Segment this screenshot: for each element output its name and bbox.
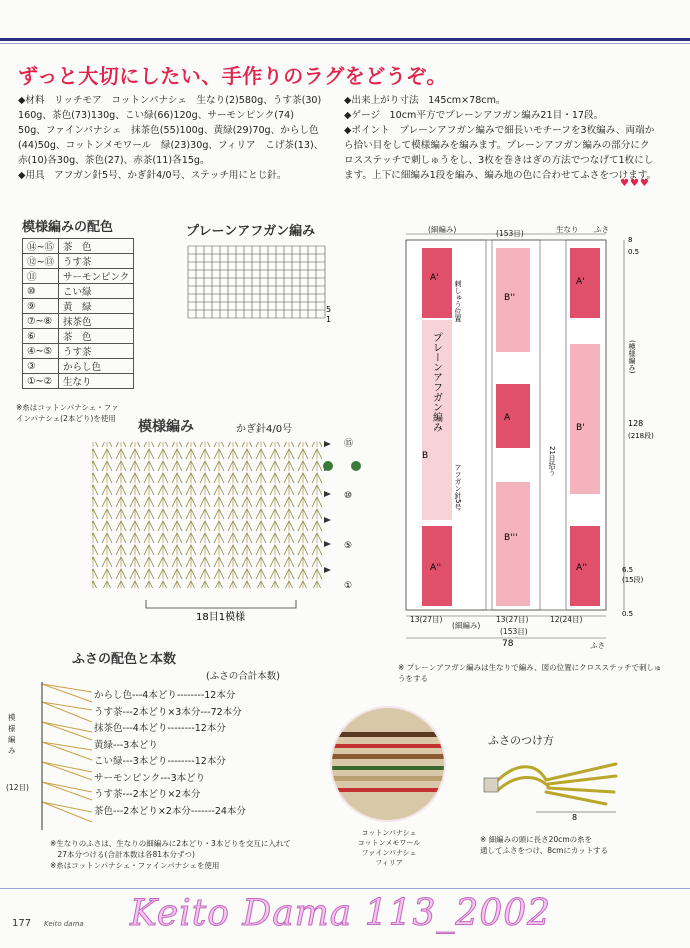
row-range: ⑥ xyxy=(23,329,59,344)
tassel-row xyxy=(94,754,246,771)
tassel-color: 茶色 xyxy=(94,805,114,817)
row-range: ⑫~⑬ xyxy=(23,254,59,269)
tassel-row xyxy=(94,804,246,821)
color-table-title: 模様編みの配色 xyxy=(22,220,114,235)
row-color: 茶 色 xyxy=(58,239,133,254)
point-line: ロスステッチで刺しゅうをし、3枚を巻きはぎの方法でつなげて1枚にし xyxy=(344,155,654,166)
footer-rule xyxy=(0,888,690,889)
tassel-color: うす茶 xyxy=(94,789,123,800)
dim-bottom: 6.5 xyxy=(622,566,634,574)
row-color: うす茶 xyxy=(58,344,133,359)
needle-label: アフガン針5号 xyxy=(454,464,462,511)
tassel-dim: 8 xyxy=(572,813,578,822)
center-label: プレーンアフガン編み xyxy=(430,332,442,432)
table-row xyxy=(23,269,134,284)
dim-bottom-rows: (15段) xyxy=(622,576,644,584)
pickup-label: 21目拾う xyxy=(548,446,556,476)
row-label: ⑮ xyxy=(344,439,354,449)
dim-height: 128 xyxy=(628,419,644,428)
materials-line: ◆材料 リッチモア コットンパナシェ 生なり(2)580g、うす茶(30) xyxy=(18,95,322,106)
tassel-side-label: 模様編み xyxy=(8,713,16,755)
dim-bottom-b: 0.5 xyxy=(622,610,634,618)
tassel-count: ---3本どり--------12本分 xyxy=(122,756,226,767)
hearts-ornament: ♥♥♥ xyxy=(620,178,650,189)
tassel-count: ---2本どり×3本分---72本分 xyxy=(122,706,242,718)
tassel-side-count: (12目) xyxy=(6,783,29,792)
row-color: 抹茶色 xyxy=(58,314,133,329)
row-color: うす茶 xyxy=(58,254,133,269)
diagram-bottom-label: 12(24目) xyxy=(550,615,583,624)
caption-line: コットンパナシェ xyxy=(361,829,417,837)
dim-rows: (218段) xyxy=(628,432,654,440)
color-table-note: ※糸はコットンパナシェ・ファインパナシェ(2本どり)を使用 xyxy=(16,403,119,423)
materials-line: 赤(10)各30g、茶色(27)、赤茶(11)各15g。 xyxy=(18,155,210,166)
diagram-top-label: (細編み) xyxy=(428,225,457,234)
row-range: ④~⑤ xyxy=(23,344,59,359)
row-color: からし色 xyxy=(58,359,133,374)
table-row xyxy=(23,254,134,269)
table-row xyxy=(23,344,134,359)
panel-label: A' xyxy=(576,277,585,287)
row-label: 5 xyxy=(326,305,332,314)
repeat-label: 18目1模様 xyxy=(196,612,246,622)
row-label: 1 xyxy=(326,315,332,324)
materials-line: 50g、ファインパナシェ 抹茶色(55)100g、黄緑(29)70g、からし色 xyxy=(18,125,319,136)
panel-label: B' xyxy=(576,423,585,433)
table-row xyxy=(23,329,134,344)
pattern-title: 模様編み xyxy=(138,419,194,435)
table-row xyxy=(23,284,134,299)
materials-column xyxy=(18,93,338,183)
tassel-how-illustration xyxy=(476,752,626,822)
panel-label: A'' xyxy=(576,563,588,573)
pattern-hook: かぎ針4/0号 xyxy=(236,424,293,435)
note-line: 通してふさをつけ、8cmにカットする xyxy=(480,846,609,855)
size-line: ◆出来上がり寸法 145cm×78cm。 xyxy=(344,95,506,106)
tassel-color: 黄緑 xyxy=(94,739,114,751)
tassel-row xyxy=(94,705,246,722)
point-line: ます。上下に細編み1段を編み、編み地の色に合わせてふさをつけます。 xyxy=(344,170,657,181)
tassel-row xyxy=(94,721,246,738)
watermark-text: Keito Dama 113_2002 xyxy=(130,893,552,934)
panel-label: B'' xyxy=(504,293,516,303)
page-title: ずっと大切にしたい、手作りのラグをどうぞ。 xyxy=(18,64,447,88)
panel-label: B''' xyxy=(504,533,518,543)
tassel-row xyxy=(94,688,246,705)
tools-line: ◆用具 アフガン針5号、かぎ針4/0号、ステッチ用にとじ針。 xyxy=(18,170,287,181)
point-line: ◆ポイント プレーンアフガン編みで細長いモチーフを3枚編み、両端か xyxy=(344,125,655,136)
tassel-count: ---2本どり×2本分-------24本分 xyxy=(113,805,246,817)
row-label: ⑩ xyxy=(344,491,353,501)
table-row xyxy=(23,314,134,329)
row-range: ⑦~⑧ xyxy=(23,314,59,329)
row-color: サーモンピンク xyxy=(58,269,133,284)
panel-label: A' xyxy=(430,273,439,283)
tassel-how-note xyxy=(480,834,680,856)
row-color: 黄 緑 xyxy=(58,299,133,314)
table-row xyxy=(23,374,134,389)
dim-pattern: (模様編み) xyxy=(628,340,636,374)
tassel-count: ---4本どり--------12本分 xyxy=(132,690,236,701)
row-range: ③ xyxy=(23,359,59,374)
brand-name: Keito dama xyxy=(44,920,84,928)
caption-line: ファインパナシェ xyxy=(361,849,417,857)
tassel-subtitle: (ふさの合計本数) xyxy=(206,671,280,682)
diagram-bottom-label: ふさ xyxy=(590,641,605,650)
tassel-count: ---4本どり--------12本分 xyxy=(122,723,226,734)
diagram-bottom-label: 13(27目) xyxy=(410,615,443,624)
diagram-bottom-label: 13(27目) xyxy=(496,615,529,624)
points-column xyxy=(344,93,680,183)
page-number: 177 xyxy=(12,918,32,929)
tassel-row xyxy=(94,787,246,804)
tassel-row xyxy=(94,771,246,788)
diagram-bottom-label: (細編み) xyxy=(452,621,481,630)
note-line: ※糸はコットンパナシェ・ファインパナシェを使用 xyxy=(50,861,220,870)
diagram-note: ※ プレーンアフガン編みは生なりで編み、図の位置にクロスステッチで刺しゅうをする xyxy=(398,663,662,683)
row-range: ⑩ xyxy=(23,284,59,299)
swatch-caption xyxy=(352,828,426,868)
tassel-row xyxy=(94,738,246,755)
materials-line: (44)50g、コットンメモワール 緑(23)30g、フィリア こげ茶(13)、 xyxy=(18,140,324,151)
tassel-notes xyxy=(50,838,340,871)
color-table xyxy=(22,238,134,389)
row-label: ⑤ xyxy=(344,541,353,551)
header-rule-thin xyxy=(0,43,690,44)
note-line: ※ 細編みの頭に長さ20cmの糸を xyxy=(480,835,593,844)
row-color: こい緑 xyxy=(58,284,133,299)
note-line: 27本分つける(合計本数は各81本分ずつ) xyxy=(50,850,195,859)
tassel-fan-diagram xyxy=(22,680,102,840)
yarn-swatch-photo xyxy=(328,704,448,824)
tassel-how-title: ふさのつけ方 xyxy=(488,734,554,747)
diagram-top-label: 生なり xyxy=(556,225,579,234)
pattern-chart xyxy=(86,436,366,622)
row-range: ⑪ xyxy=(23,269,59,284)
row-color: 生なり xyxy=(58,374,133,389)
table-row xyxy=(23,299,134,314)
header-rule xyxy=(0,38,690,41)
row-range: ⑨ xyxy=(23,299,59,314)
diagram-top-label: (153目) xyxy=(496,229,524,238)
tassel-count: ---2本どり×2本分 xyxy=(122,789,201,800)
panel-label: A xyxy=(504,413,511,423)
dim-top: 8 xyxy=(628,236,633,244)
panel-label: A'' xyxy=(430,563,442,573)
materials-line: 160g、茶色(73)130g、こい緑(66)120g、サーモンピンク(74) xyxy=(18,110,294,121)
dim-width: 78 xyxy=(502,639,514,646)
tassel-list xyxy=(94,688,246,820)
tassel-count: ---3本どり xyxy=(160,772,206,784)
caption-line: フィリア xyxy=(375,859,403,867)
tassel-title: ふさの配色と本数 xyxy=(72,652,177,667)
diagram-bottom-label: (153目) xyxy=(500,627,528,636)
table-row xyxy=(23,359,134,374)
tassel-color: サーモンピンク xyxy=(94,772,161,784)
tassel-color: うす茶 xyxy=(94,706,123,718)
plain-afghan-title: プレーンアフガン編み xyxy=(186,224,316,239)
row-label: ① xyxy=(344,581,353,591)
row-range: ⑭~⑮ xyxy=(23,239,59,254)
row-color: 茶 色 xyxy=(58,329,133,344)
tassel-color: からし色 xyxy=(94,690,133,701)
embroidery-label: 刺しゅう位置 xyxy=(454,280,462,322)
caption-line: コットンメモワール xyxy=(357,839,421,847)
table-row xyxy=(23,239,134,254)
note-line: ※生なりのふさは、生なりの細編みに2本どり・3本どりを交互に入れて xyxy=(50,839,291,848)
gauge-line: ◆ゲージ 10cm平方でプレーンアフガン編み21目・17段。 xyxy=(344,110,604,121)
row-range: ①~② xyxy=(23,374,59,389)
point-line: ら拾い目をして模様編みを編みます。プレーンアフガン編みの部分にク xyxy=(344,140,650,151)
dim-top-b: 0.5 xyxy=(628,248,640,256)
plain-afghan-chart xyxy=(180,240,340,332)
rug-construction-diagram xyxy=(396,220,656,646)
tassel-color: こい緑 xyxy=(94,756,123,767)
tassel-color: 抹茶色 xyxy=(94,723,123,734)
tassel-count: ---3本どり xyxy=(113,739,158,751)
b-label: B xyxy=(422,451,429,461)
diagram-top-label: ふさ xyxy=(594,225,609,234)
